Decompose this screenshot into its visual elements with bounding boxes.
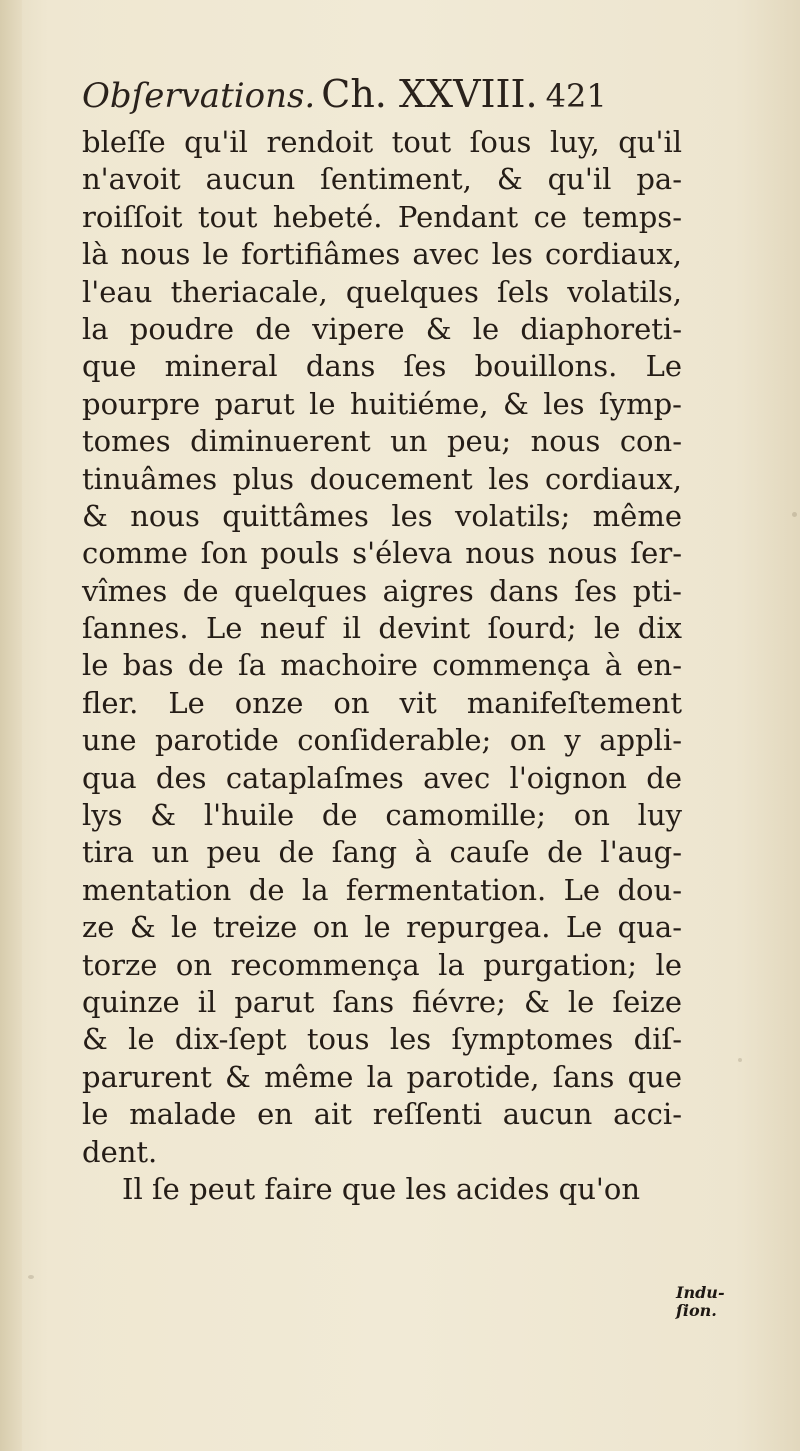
body-text (82, 124, 682, 1208)
text-line: la poudre de vipere & le diaphoreti- (82, 311, 682, 346)
text-line: ze & le treize on le repurgea. Le qua- (82, 910, 682, 945)
text-line: pourpre parut le huitiéme, & les ſymp- (82, 386, 682, 421)
text-line: quinze il parut ſans fiévre; & le ſeize (82, 984, 682, 1019)
running-title: Obſervations. (82, 76, 316, 116)
paper-foxing-spot (28, 1275, 34, 1279)
text-line: tinuâmes plus doucement les cordiaux, (82, 461, 682, 496)
text-line: que mineral dans ſes bouillons. Le (82, 349, 682, 384)
page-gutter-edge (0, 0, 22, 1451)
paper-foxing-spot (738, 1058, 742, 1062)
text-line: tira un peu de ſang à cauſe de l'aug- (82, 835, 682, 870)
catchword-line-1: Indu- (676, 1283, 725, 1302)
text-line: Il ſe peut faire que les acides qu'on (122, 1171, 641, 1206)
text-line: dent. (82, 1134, 158, 1169)
text-line: comme ſon pouls s'éleva nous nous ſer- (82, 536, 682, 571)
text-line: une parotide conſiderable; on y appli- (82, 723, 682, 758)
running-header (82, 72, 682, 124)
page-number: 421 (545, 77, 607, 115)
text-line: l'eau theriacale, quelques ſels volatils, (82, 274, 682, 309)
text-line: vîmes de quelques aigres dans ſes pti- (82, 573, 682, 608)
text-line: bleſſe qu'il rendoit tout ſous luy, qu'il (82, 125, 682, 159)
text-line: n'avoit aucun ſentiment, & qu'il pa- (82, 162, 682, 197)
text-line: lys & l'huile de camomille; on luy (82, 798, 682, 833)
text-line: tomes diminuerent un peu; nous con- (82, 424, 682, 459)
text-line: le bas de ſa machoire commença à en- (82, 648, 682, 683)
text-line: roiſſoit tout hebeté. Pendant ce temps- (82, 199, 682, 234)
text-line: fler. Le onze on vit manifeſtement (82, 685, 682, 720)
text-line: parurent & même la parotide, ſans que (82, 1059, 682, 1094)
chapter-number: Ch. XXVIII. (321, 72, 538, 116)
text-line: là nous le fortifiâmes avec les cordiaux, (82, 237, 682, 272)
text-line: & nous quittâmes les volatils; même (82, 498, 682, 533)
text-line: ſannes. Le neuf il devint ſourd; le dix (82, 611, 682, 646)
catchword-line-2: ſion. (676, 1301, 717, 1320)
text-line: & le dix-ſept tous les ſymptomes diſ- (82, 1022, 682, 1057)
text-line: mentation de la fermentation. Le dou- (82, 872, 682, 907)
catchword (676, 1284, 756, 1330)
text-line: qua des cataplaſmes avec l'oignon de (82, 760, 682, 795)
text-line: le malade en ait reſſenti aucun acci- (82, 1097, 682, 1132)
text-line: torze on recommença la purgation; le (82, 947, 682, 982)
paper-foxing-spot (792, 512, 797, 517)
